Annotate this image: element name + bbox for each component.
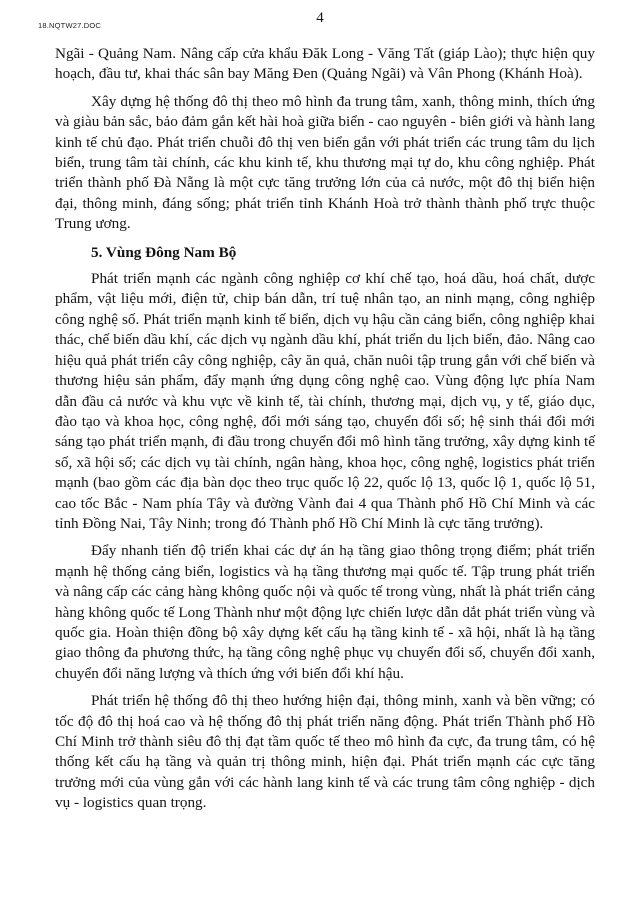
paragraph-infrastructure: Đẩy nhanh tiến độ triển khai các dự án hạ tầng giao thông trọng điểm; phát triển mạnh hệ thống cảng biển, logistics và hạ tầng thương mại quốc tế. Tập trung phát triển và nâng cấp các cảng hàng không quốc nội và quốc tế trong vùng, nhất là phát triển cảng hàng không quốc tế Long Thành như một động lực chiến lược dẫn dắt phát triển vùng và quốc gia. Hoàn thiện đồng bộ xây dựng kết cấu hạ tầng kinh tế - xã hội, nhất là hạ tầng giao thông đa phương thức, hạ tầng công nghệ phục vụ chuyển đổi số, chuyển đổi xanh, chuyển đổi năng lượng và thích ứng với biến đổi khí hậu. <box>55 542 595 682</box>
paragraph-continued: Ngãi - Quảng Nam. Nâng cấp cửa khẩu Đăk Long - Văng Tất (giáp Lào); thực hiện quy hoạch, đầu tư, khai thác sân bay Măng Đen (Quảng Ngãi) và Vân Phong (Khánh Hoà). <box>55 45 595 83</box>
page-number: 4 <box>316 10 324 26</box>
paragraph-urban-southeast: Phát triển hệ thống đô thị theo hướng hiện đại, thông minh, xanh và bền vững; có tốc độ đô thị hoá cao và hệ thống đô thị phát triển năng động. Phát triển Thành phố Hồ Chí Minh trở thành siêu đô thị đạt tầm quốc tế theo mô hình đa cực, đa trung tâm, có hệ thống kết cấu hạ tầng và quản trị thông minh, hiện đại. Phát triển mạnh các cực tăng trưởng mới của vùng gắn với các hành lang kinh tế và các trung tâm công nghiệp - dịch vụ - logistics quan trọng. <box>55 692 595 812</box>
paragraph-industry: Phát triển mạnh các ngành công nghiệp cơ khí chế tạo, hoá dầu, hoá chất, dược phẩm, vật liệu mới, điện tử, chip bán dẫn, trí tuệ nhân tạo, an ninh mạng, công nghiệp công nghệ số. Phát triển mạnh kinh tế biển, dịch vụ hậu cần cảng biển, công nghiệp khai thác, chế biến dầu khí, các dịch vụ ngành dầu khí, phát triển du lịch biển, đảo. Nâng cao hiệu quả phát triển cây công nghiệp, cây ăn quả, chăn nuôi tập trung gắn với chế biến và thương hiệu sản phẩm, đẩy mạnh ứng dụng công nghệ cao. Vùng động lực phía Nam dẫn đầu cả nước và khu vực về kinh tế, tài chính, thương mại, dịch vụ, y tế, giáo dục, đào tạo và khoa học, công nghệ, đổi mới sáng tạo, chuyển đổi số; hệ sinh thái đổi mới sáng tạo phát triển mạnh, đi đầu trong chuyển đổi mô hình tăng trưởng, xây dựng kinh tế số, xã hội số; các dịch vụ tài chính, ngân hàng, khoa học, công nghệ, logistics phát triển mạnh (bao gồm các địa bàn dọc theo trục quốc lộ 22, quốc lộ 13, quốc lộ 1, quốc lộ 51, cao tốc Bắc - Nam phía Tây và đường Vành đai 4 qua Thành phố Hồ Chí Minh và các tỉnh Đồng Nai, Tây Ninh; trong đó Thành phố Hồ Chí Minh là cực tăng trưởng). <box>55 270 595 532</box>
section-heading: 5. Vùng Đông Nam Bộ <box>91 243 237 261</box>
document-body <box>55 44 595 821</box>
paragraph-urban-central: Xây dựng hệ thống đô thị theo mô hình đa trung tâm, xanh, thông minh, thích ứng và giàu bản sắc, bảo đảm gắn kết hài hoà giữa biển - cao nguyên - biên giới và hành lang kinh tế chủ đạo. Phát triển chuỗi đô thị ven biển gắn với phát triển các trung tâm du lịch biển, trung tâm tài chính, các khu kinh tế, khu thương mại tự do, khu công nghiệp. Phát triển thành phố Đà Nẵng là một cực tăng trưởng lớn của cả nước, một đô thị biển hiện đại, thông minh, đáng sống; phát triển tỉnh Khánh Hoà trở thành thành phố trực thuộc Trung ương. <box>55 92 595 233</box>
document-code: 18.NQTW27.DOC <box>38 21 102 30</box>
